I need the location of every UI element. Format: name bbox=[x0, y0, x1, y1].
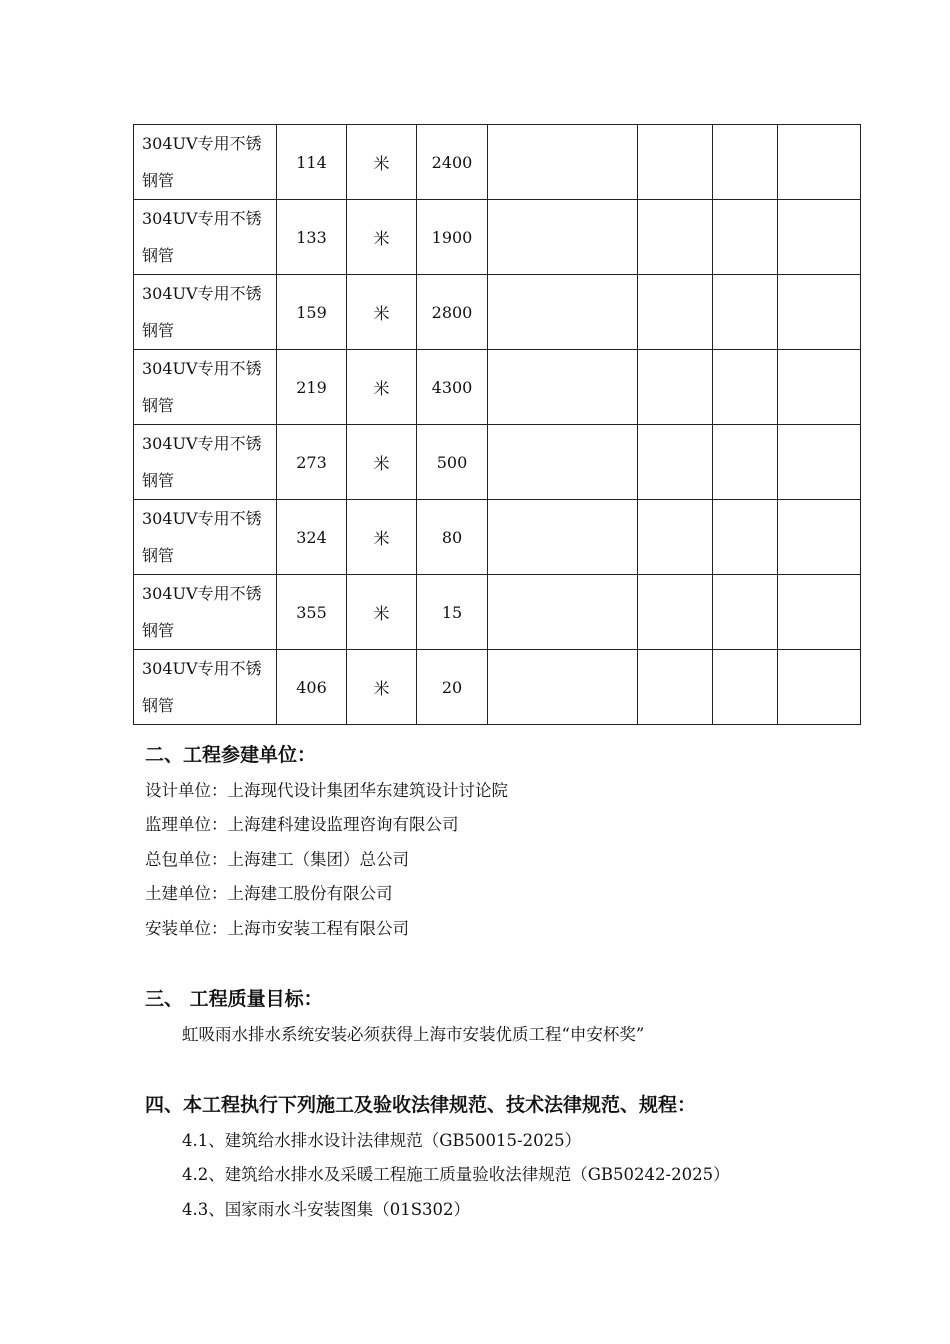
quantity-cell: 500 bbox=[417, 425, 488, 500]
material-name-cell: 304UV专用不锈钢管 bbox=[134, 200, 277, 275]
quantity-cell: 2800 bbox=[417, 275, 488, 350]
empty-cell-3 bbox=[713, 275, 778, 350]
empty-cell-4 bbox=[778, 650, 861, 725]
table-row bbox=[134, 200, 861, 275]
participant-installation-unit: 安装单位：上海市安装工程有限公司 bbox=[145, 919, 409, 938]
pipe-size-cell: 133 bbox=[277, 200, 347, 275]
empty-cell-2 bbox=[638, 500, 713, 575]
empty-cell-1 bbox=[488, 425, 638, 500]
table-row bbox=[134, 650, 861, 725]
pipe-size-cell: 219 bbox=[277, 350, 347, 425]
standard-item-4-3: 4.3、国家雨水斗安装图集（01S302） bbox=[182, 1200, 471, 1219]
empty-cell-2 bbox=[638, 650, 713, 725]
empty-cell-4 bbox=[778, 575, 861, 650]
empty-cell-1 bbox=[488, 650, 638, 725]
unit-cell: 米 bbox=[347, 200, 417, 275]
section-2-heading: 二、工程参建单位： bbox=[145, 744, 317, 766]
unit-cell: 米 bbox=[347, 425, 417, 500]
unit-cell: 米 bbox=[347, 350, 417, 425]
empty-cell-2 bbox=[638, 275, 713, 350]
table-row bbox=[134, 425, 861, 500]
empty-cell-1 bbox=[488, 500, 638, 575]
empty-cell-4 bbox=[778, 500, 861, 575]
empty-cell-3 bbox=[713, 200, 778, 275]
table-row bbox=[134, 125, 861, 200]
quantity-cell: 2400 bbox=[417, 125, 488, 200]
empty-cell-3 bbox=[713, 500, 778, 575]
quantity-cell: 20 bbox=[417, 650, 488, 725]
pipe-size-cell: 273 bbox=[277, 425, 347, 500]
quantity-cell: 80 bbox=[417, 500, 488, 575]
section-4-heading: 四、本工程执行下列施工及验收法律规范、技术法律规范、规程： bbox=[145, 1094, 697, 1116]
empty-cell-3 bbox=[713, 125, 778, 200]
table-row bbox=[134, 350, 861, 425]
empty-cell-2 bbox=[638, 425, 713, 500]
section-3-heading: 三、 工程质量目标： bbox=[145, 988, 323, 1010]
pipe-size-cell: 159 bbox=[277, 275, 347, 350]
unit-cell: 米 bbox=[347, 125, 417, 200]
material-name-cell: 304UV专用不锈钢管 bbox=[134, 125, 277, 200]
empty-cell-3 bbox=[713, 425, 778, 500]
material-name-cell: 304UV专用不锈钢管 bbox=[134, 650, 277, 725]
pipe-size-cell: 355 bbox=[277, 575, 347, 650]
table-row bbox=[134, 500, 861, 575]
material-name-cell: 304UV专用不锈钢管 bbox=[134, 425, 277, 500]
table-row bbox=[134, 575, 861, 650]
empty-cell-1 bbox=[488, 575, 638, 650]
standard-item-4-1: 4.1、建筑给水排水设计法律规范（GB50015-2025） bbox=[182, 1131, 582, 1150]
empty-cell-2 bbox=[638, 575, 713, 650]
pipe-size-cell: 406 bbox=[277, 650, 347, 725]
empty-cell-1 bbox=[488, 200, 638, 275]
empty-cell-4 bbox=[778, 200, 861, 275]
quantity-cell: 4300 bbox=[417, 350, 488, 425]
unit-cell: 米 bbox=[347, 275, 417, 350]
empty-cell-1 bbox=[488, 350, 638, 425]
quantity-cell: 15 bbox=[417, 575, 488, 650]
empty-cell-2 bbox=[638, 125, 713, 200]
empty-cell-4 bbox=[778, 275, 861, 350]
empty-cell-2 bbox=[638, 350, 713, 425]
materials-table-body bbox=[134, 125, 861, 725]
material-name-cell: 304UV专用不锈钢管 bbox=[134, 275, 277, 350]
material-name-cell: 304UV专用不锈钢管 bbox=[134, 350, 277, 425]
empty-cell-1 bbox=[488, 275, 638, 350]
material-name-cell: 304UV专用不锈钢管 bbox=[134, 500, 277, 575]
participant-design-unit: 设计单位：上海现代设计集团华东建筑设计讨论院 bbox=[145, 781, 508, 800]
unit-cell: 米 bbox=[347, 650, 417, 725]
quantity-cell: 1900 bbox=[417, 200, 488, 275]
unit-cell: 米 bbox=[347, 500, 417, 575]
quality-goal-text: 虹吸雨水排水系统安装必须获得上海市安装优质工程“申安杯奖” bbox=[182, 1025, 645, 1044]
participant-supervision-unit: 监理单位：上海建科建设监理咨询有限公司 bbox=[145, 815, 459, 834]
empty-cell-3 bbox=[713, 350, 778, 425]
empty-cell-2 bbox=[638, 200, 713, 275]
empty-cell-4 bbox=[778, 425, 861, 500]
unit-cell: 米 bbox=[347, 575, 417, 650]
empty-cell-4 bbox=[778, 125, 861, 200]
materials-table bbox=[133, 124, 861, 725]
material-name-cell: 304UV专用不锈钢管 bbox=[134, 575, 277, 650]
participant-general-contractor: 总包单位：上海建工（集团）总公司 bbox=[145, 850, 409, 869]
standard-item-4-2: 4.2、建筑给水排水及采暖工程施工质量验收法律规范（GB50242-2025） bbox=[182, 1165, 730, 1184]
empty-cell-1 bbox=[488, 125, 638, 200]
participant-civil-unit: 土建单位：上海建工股份有限公司 bbox=[145, 884, 393, 903]
pipe-size-cell: 114 bbox=[277, 125, 347, 200]
empty-cell-3 bbox=[713, 650, 778, 725]
pipe-size-cell: 324 bbox=[277, 500, 347, 575]
empty-cell-4 bbox=[778, 350, 861, 425]
empty-cell-3 bbox=[713, 575, 778, 650]
table-row bbox=[134, 275, 861, 350]
